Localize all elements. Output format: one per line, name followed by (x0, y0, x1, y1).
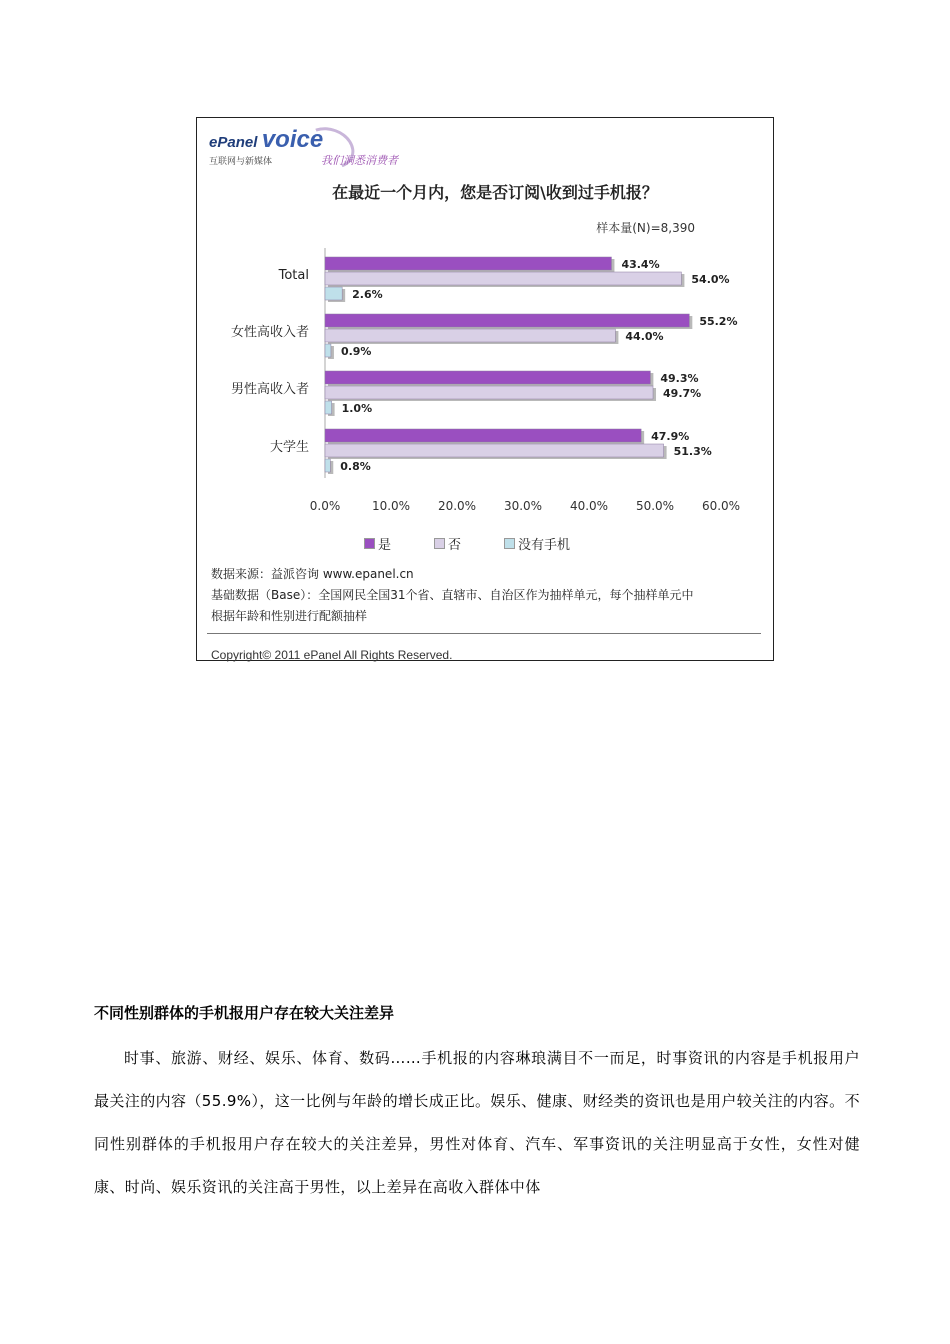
data-label: 44.0% (625, 330, 664, 343)
category-label: Total (278, 268, 309, 283)
section-heading: 不同性别群体的手机报用户存在较大关注差异 (94, 1004, 395, 1022)
bar-yes (325, 257, 611, 270)
bar-no-phone (325, 459, 330, 472)
legend-label-yes: 是 (378, 538, 392, 553)
data-label: 55.2% (699, 315, 738, 328)
copyright: Copyright© 2011 ePanel All Rights Reserved. (211, 648, 453, 662)
category-label: 大学生 (269, 440, 309, 455)
legend-swatch-no (434, 538, 445, 549)
bar-no (325, 386, 653, 399)
chart-title: 在最近一个月内，您是否订阅\收到过手机报？ (332, 183, 658, 202)
data-label: 1.0% (341, 402, 373, 415)
x-tick-label: 30.0% (503, 499, 543, 513)
bar-no (325, 329, 615, 342)
chart-figure (196, 117, 774, 661)
category-label: 男性高收入者 (230, 382, 309, 397)
data-label: 0.9% (340, 345, 372, 358)
x-tick-label: 50.0% (635, 499, 675, 513)
article-section (94, 1002, 860, 1209)
legend-label-no: 否 (448, 538, 462, 553)
bar-no-phone (325, 344, 331, 357)
base-note-line1: 基础数据（Base）：全国网民全国31个省、直辖市、自治区作为抽样单元，每个抽样单元中 (211, 588, 694, 602)
bar-chart (197, 238, 775, 528)
chart-notes (211, 564, 694, 627)
bar-yes (325, 429, 641, 442)
logo-brand-epanel: ePanel (209, 134, 258, 151)
data-label: 49.7% (663, 387, 702, 400)
section-paragraph: 时事、旅游、财经、娱乐、体育、数码……手机报的内容琳琅满目不一而足，时事资讯的内容是手机报用户最关注的内容（55.9%），这一比例与年龄的增长成正比。娱乐、健康、财经类的资讯也是用户较关注的内容。不同性别群体的手机报用户存在较大的关注差异，男性对体育、汽车、军事资讯的关注明显高于女性，女性对健康、时尚、娱乐资讯的关注高于男性，以上差异在高收入群体中体 (94, 1049, 860, 1196)
bar-no (325, 272, 681, 285)
data-label: 54.0% (691, 273, 730, 286)
data-label: 43.4% (621, 258, 660, 271)
legend-swatch-yes (364, 538, 375, 549)
x-tick-label: 0.0% (309, 499, 341, 513)
legend-swatch-no-phone (504, 538, 515, 549)
base-note-line2: 根据年龄和性别进行配额抽样 (211, 609, 368, 623)
legend-item-no (434, 534, 461, 553)
legend-item-no-phone (504, 534, 570, 553)
bar-yes (325, 314, 689, 327)
divider (207, 633, 761, 634)
data-label: 51.3% (673, 445, 712, 458)
data-label: 2.6% (352, 288, 383, 301)
bar-no-phone (325, 287, 342, 300)
epanel-logo (209, 126, 398, 167)
x-tick-label: 10.0% (371, 499, 411, 513)
data-label: 47.9% (651, 430, 690, 443)
data-source: 数据来源：益派咨询 www.epanel.cn (211, 567, 414, 581)
sample-size: 样本量(N)=8,390 (596, 221, 695, 235)
logo-subtitle: 互联网与新媒体 (209, 157, 273, 167)
x-tick-label: 40.0% (569, 499, 609, 513)
legend-label-no-phone: 没有手机 (518, 538, 571, 553)
x-tick-label: 60.0% (701, 499, 741, 513)
data-label: 0.8% (340, 460, 371, 473)
x-tick-label: 20.0% (437, 499, 477, 513)
bar-no-phone (325, 401, 332, 414)
bar-no (325, 444, 664, 457)
category-label: 女性高收入者 (230, 325, 309, 340)
logo-tagline: 我们洞悉消费者 (321, 154, 398, 167)
bar-yes (325, 371, 650, 384)
logo-brand-voice: voice (261, 126, 324, 153)
data-label: 49.3% (660, 372, 699, 385)
legend-item-yes (364, 534, 391, 553)
